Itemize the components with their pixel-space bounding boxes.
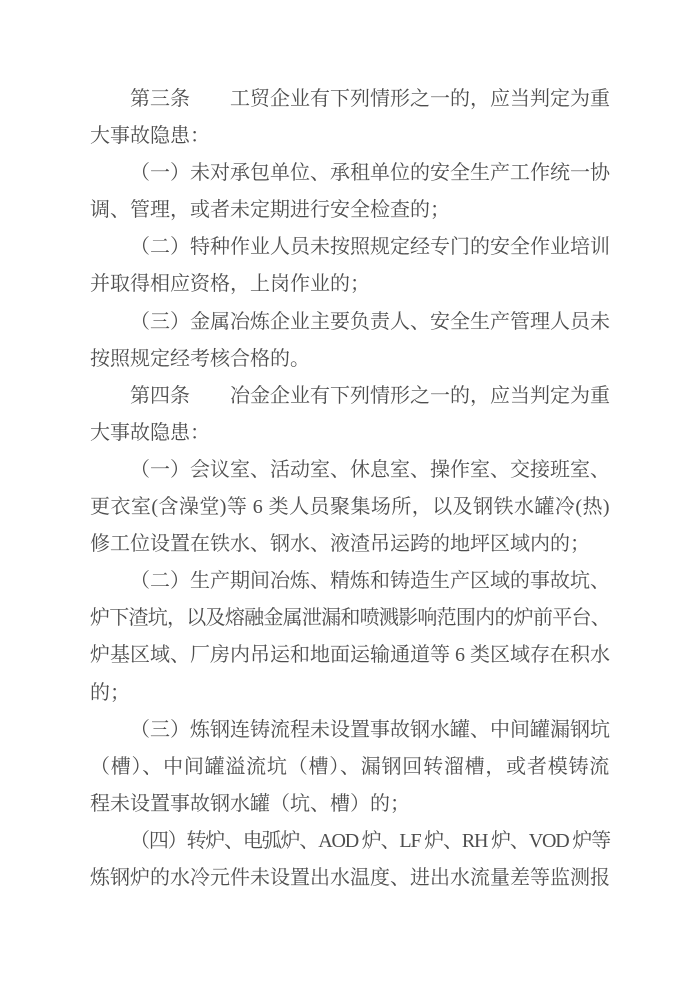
text-line-content: 程未设置事故钢水罐（坑、槽）的； — [90, 792, 410, 815]
article-4-item-1 — [90, 452, 610, 563]
text-line — [90, 749, 610, 786]
text-line-content: （三）炼钢连铸流程未设置事故钢水罐、中间罐漏钢坑 — [130, 718, 610, 741]
text-line-content: 炼钢炉的水冷元件未设置出水温度、进出水流量差等监测报 — [90, 866, 610, 889]
text-line — [90, 229, 610, 266]
text-line-content: 的； — [90, 681, 130, 704]
article-3-intro — [90, 81, 610, 155]
text-line-content: （二）特种作业人员未按照规定经专门的安全作业培训 — [130, 236, 610, 259]
text-line — [90, 378, 610, 415]
text-line-content: （三）金属冶炼企业主要负责人、安全生产管理人员未 — [130, 310, 610, 333]
text-line — [90, 823, 610, 860]
text-line — [90, 266, 610, 303]
text-line-content: 第四条 冶金企业有下列情形之一的，应当判定为重 — [130, 384, 610, 407]
text-line — [90, 563, 610, 600]
text-line-content: 修工位设置在铁水、钢水、液渣吊运跨的地坪区域内的； — [90, 533, 590, 556]
text-line-content: 第三条 工贸企业有下列情形之一的，应当判定为重 — [130, 88, 610, 110]
text-line-content: 更衣室(含澡堂)等 6 类人员聚集场所，以及钢铁水罐冷(热) — [90, 496, 610, 519]
text-line — [90, 415, 610, 452]
text-line — [90, 81, 610, 118]
article-3-item-3 — [90, 304, 610, 378]
text-line — [90, 786, 610, 823]
text-line — [90, 526, 610, 563]
text-line-content: 大事故隐患： — [90, 421, 210, 444]
text-line-content: （槽）、中间罐溢流坑（槽）、漏钢回转溜槽，或者模铸流 — [90, 755, 610, 778]
text-line-content: （一）未对承包单位、承租单位的安全生产工作统一协 — [130, 162, 610, 185]
article-4-item-3 — [90, 712, 610, 823]
article-4-intro — [90, 378, 610, 452]
document-body — [90, 81, 610, 897]
text-line — [90, 452, 610, 489]
text-line-content: 炉下渣坑，以及熔融金属泄漏和喷溅影响范围内的炉前平台、 — [90, 607, 610, 630]
text-line — [90, 118, 610, 155]
article-4-item-4 — [90, 823, 610, 897]
text-line — [90, 675, 610, 712]
text-line-content: 炉基区域、厂房内吊运和地面运输通道等 6 类区域存在积水 — [90, 644, 610, 667]
text-line-content: 调、管理，或者未定期进行安全检查的； — [90, 199, 450, 222]
text-line-content: 大事故隐患： — [90, 125, 210, 148]
article-3-item-1 — [90, 155, 610, 229]
text-line — [90, 600, 610, 637]
text-line — [90, 304, 610, 341]
text-line — [90, 712, 610, 749]
article-4-item-2 — [90, 563, 610, 711]
text-line-content: 按照规定经考核合格的。 — [90, 347, 310, 370]
text-line — [90, 155, 610, 192]
text-line — [90, 341, 610, 378]
text-line-content: （四）转炉、电弧炉、AOD 炉、LF 炉、RH 炉、VOD 炉等 — [130, 829, 610, 852]
text-line — [90, 489, 610, 526]
text-line-content: （一）会议室、活动室、休息室、操作室、交接班室、 — [130, 458, 610, 481]
text-line — [90, 860, 610, 897]
text-line-content: （二）生产期间冶炼、精炼和铸造生产区域的事故坑、 — [130, 570, 610, 593]
text-line — [90, 192, 610, 229]
text-line — [90, 637, 610, 674]
text-line-content: 并取得相应资格，上岗作业的； — [90, 273, 370, 296]
article-3-item-2 — [90, 229, 610, 303]
